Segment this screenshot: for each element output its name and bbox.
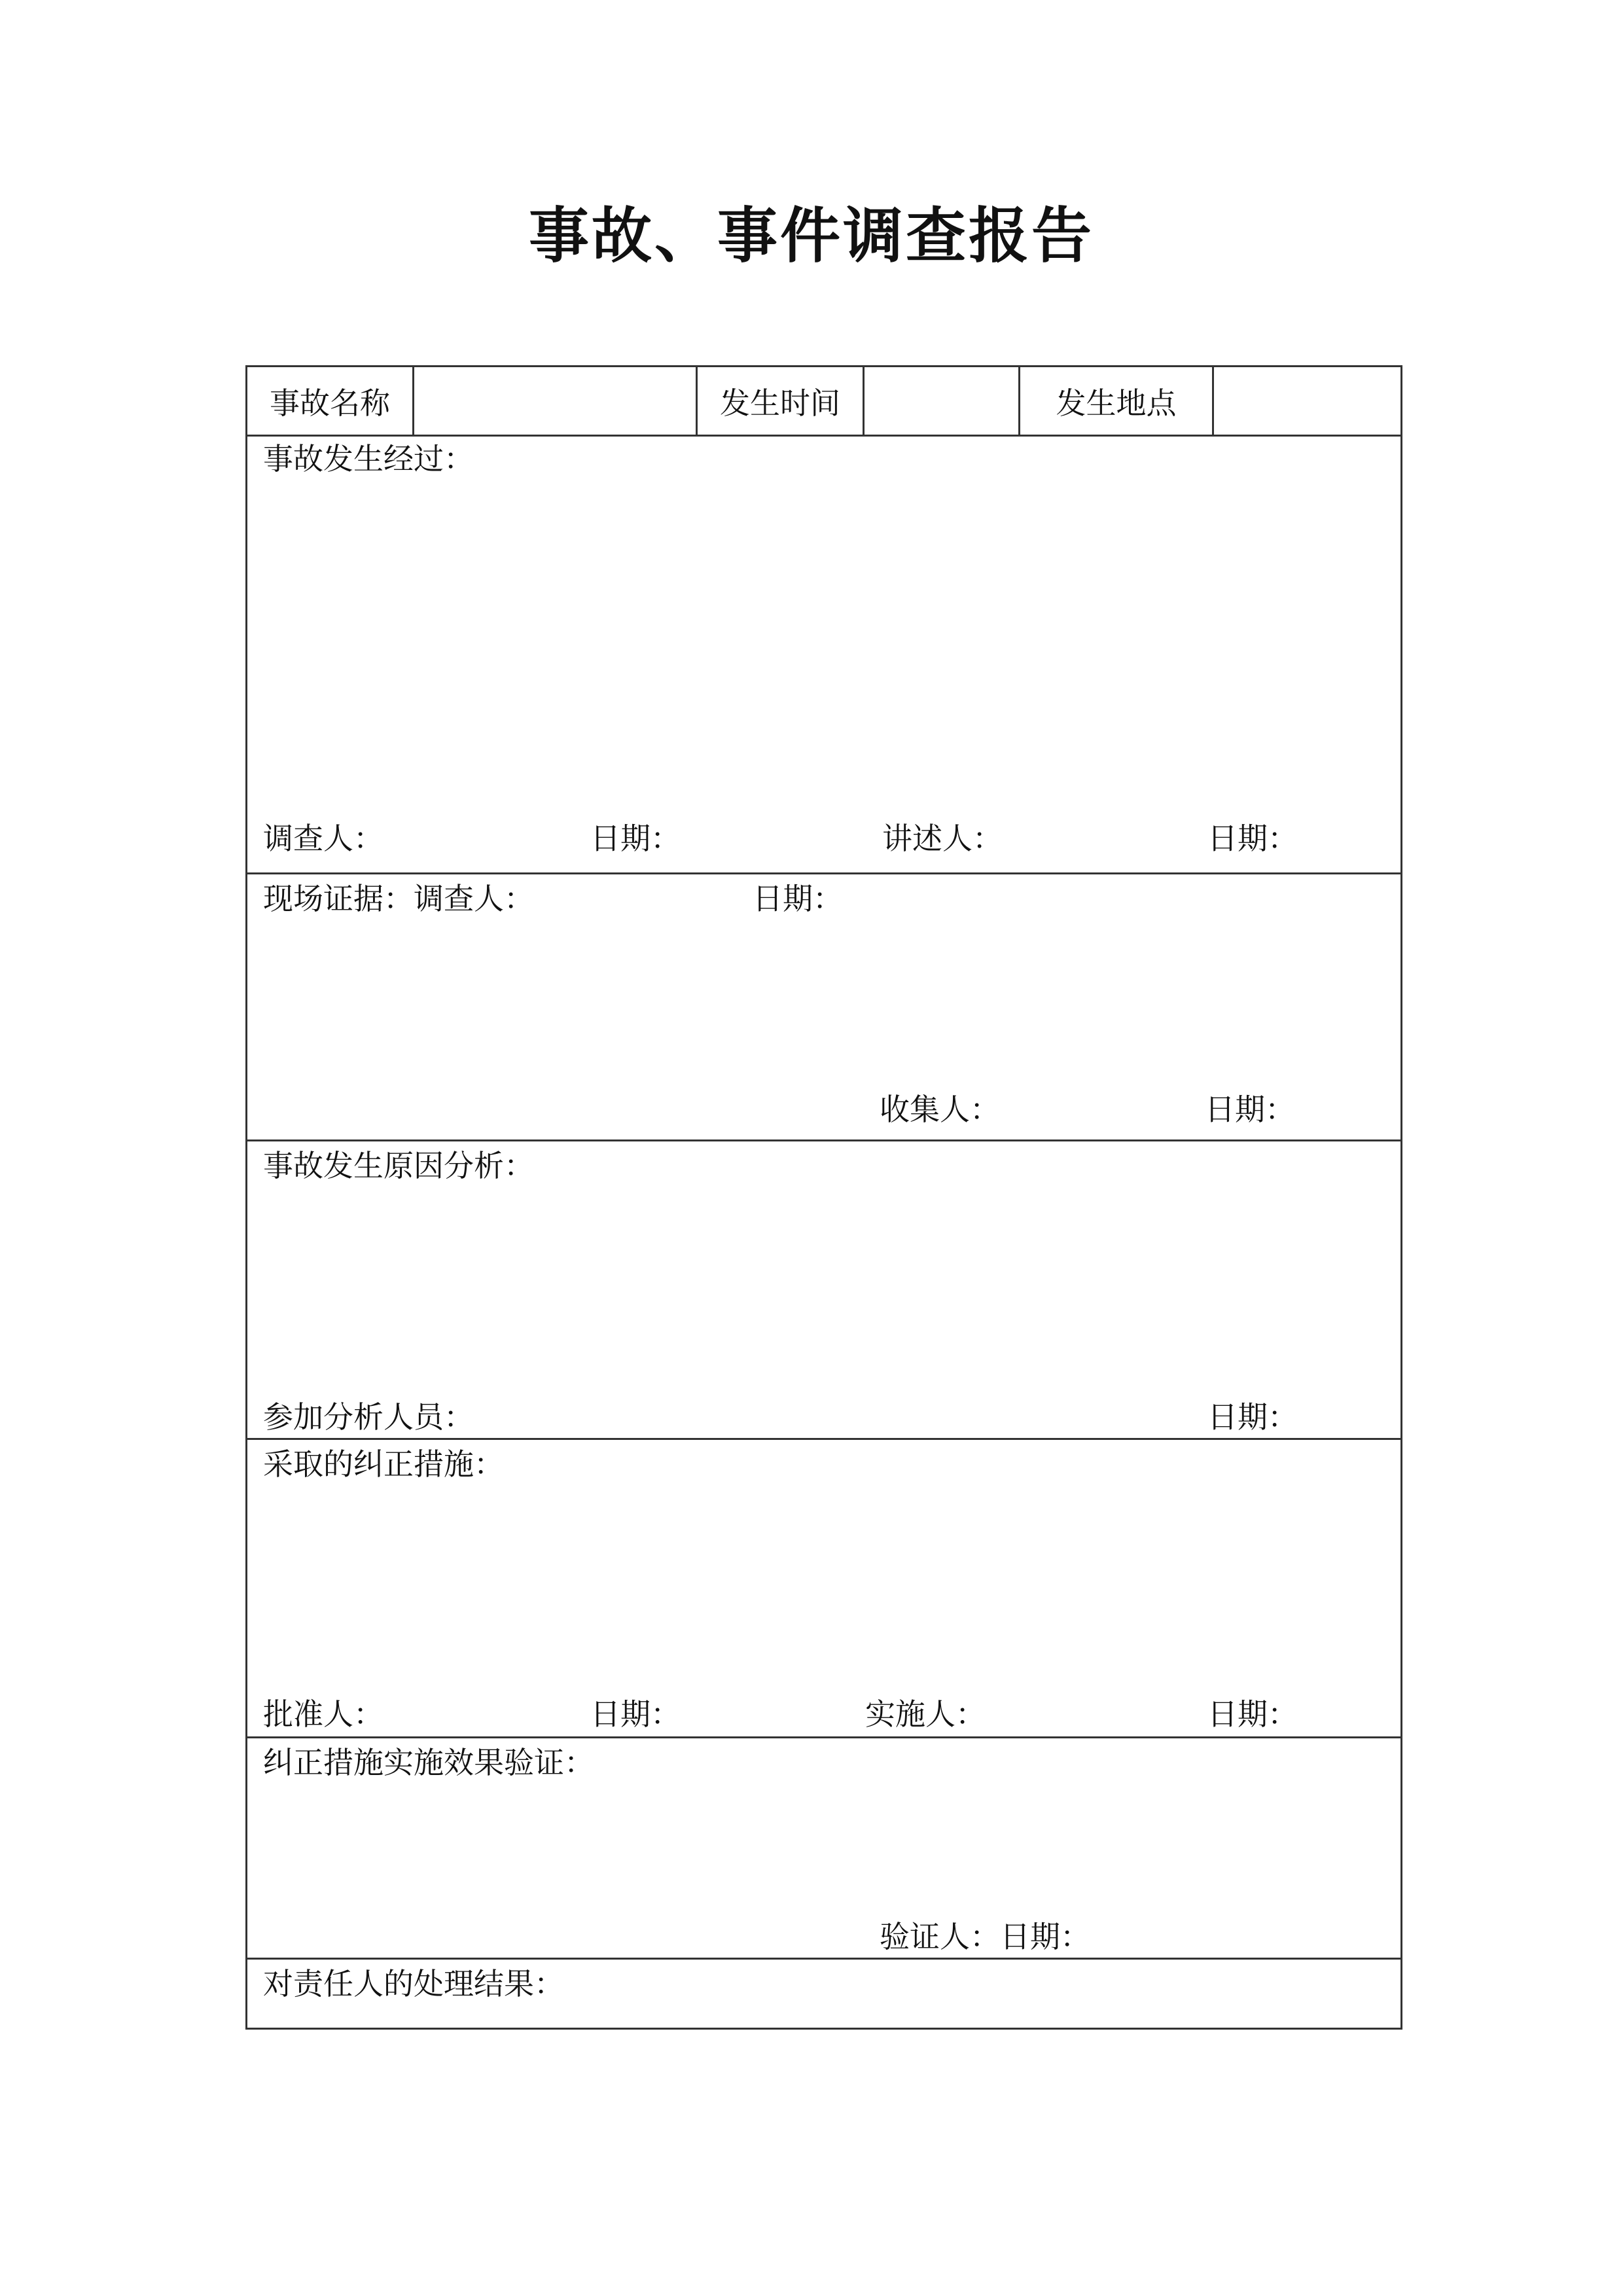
accident-name-label: 事故名称 bbox=[270, 385, 390, 421]
row-divider bbox=[247, 1958, 1400, 1960]
corrective-actions-label: 采取的纠正措施： bbox=[263, 1446, 504, 1482]
participants-label: 参加分析人员： bbox=[263, 1399, 474, 1435]
date-label: 日期： bbox=[590, 1696, 681, 1732]
page-title: 事故、事件调查报告 bbox=[528, 200, 1094, 271]
date-label: 日期： bbox=[1205, 1092, 1295, 1127]
handling-result-label: 对责任人的处理结果： bbox=[263, 1966, 564, 2001]
occurrence-location-label: 发生地点 bbox=[1056, 385, 1177, 421]
divider bbox=[1212, 367, 1214, 435]
date-label: 日期： bbox=[1207, 1399, 1298, 1435]
process-label: 事故发生经过： bbox=[263, 441, 474, 476]
implementer-label: 实施人： bbox=[865, 1696, 986, 1732]
investigator-label: 调查人： bbox=[263, 821, 383, 856]
accident-name-field[interactable] bbox=[416, 370, 694, 433]
narrator-label: 讲述人： bbox=[882, 821, 1003, 856]
date-label: 日期： bbox=[753, 881, 843, 916]
divider bbox=[412, 367, 414, 435]
row-divider bbox=[247, 1139, 1400, 1141]
verification-label: 纠正措施实施效果验证： bbox=[263, 1745, 594, 1780]
date-label: 日期： bbox=[1207, 1696, 1298, 1732]
row-divider bbox=[247, 435, 1400, 437]
verifier-label: 验证人：日期： bbox=[880, 1919, 1090, 1954]
cause-analysis-label: 事故发生原因分析： bbox=[263, 1148, 534, 1183]
evidence-label: 现场证据：调查人： bbox=[263, 881, 534, 916]
divider bbox=[863, 367, 865, 435]
date-label: 日期： bbox=[1207, 821, 1298, 856]
report-form bbox=[245, 365, 1402, 2030]
row-divider bbox=[247, 872, 1400, 874]
occurrence-time-field[interactable] bbox=[866, 370, 1017, 433]
date-label: 日期： bbox=[590, 821, 681, 856]
occurrence-time-label: 发生时间 bbox=[720, 385, 840, 421]
collector-label: 收集人： bbox=[880, 1092, 1000, 1127]
row-divider bbox=[247, 1438, 1400, 1440]
row-divider bbox=[247, 1736, 1400, 1738]
occurrence-location-field[interactable] bbox=[1216, 370, 1399, 433]
approver-label: 批准人： bbox=[263, 1696, 383, 1732]
